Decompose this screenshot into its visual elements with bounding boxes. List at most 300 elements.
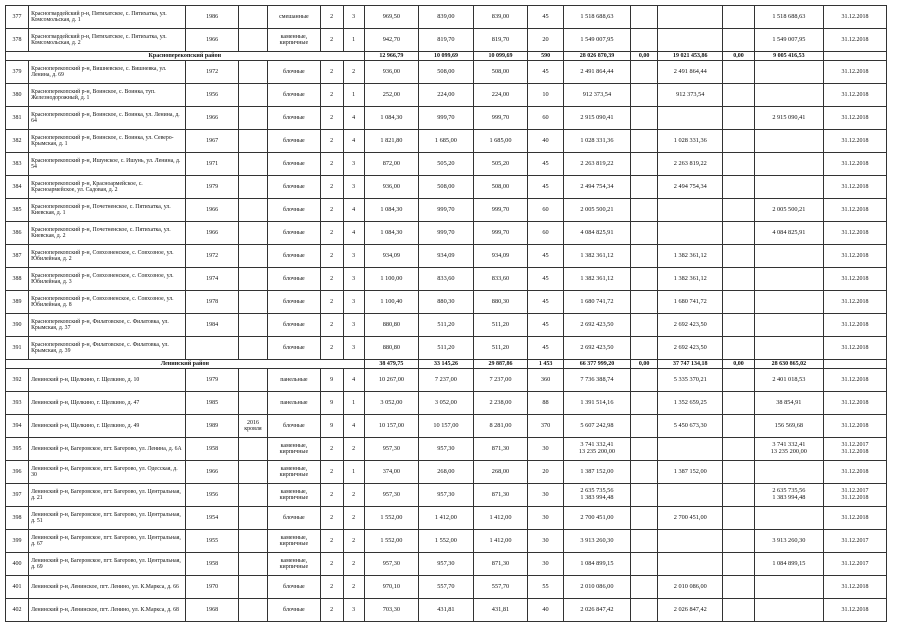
deadline: 31.12.2018 xyxy=(823,392,886,415)
area-residential: 833,60 xyxy=(473,268,528,291)
cost-fund xyxy=(631,291,658,314)
table-row xyxy=(6,599,887,622)
repair-cost-total: 1 382 361,12 xyxy=(563,245,630,268)
cost-budget xyxy=(658,6,723,29)
build-year: 1989 xyxy=(186,415,238,438)
area-residential: 7 237,00 xyxy=(473,369,528,392)
area-living: 880,30 xyxy=(419,291,474,314)
residents-count: 45 xyxy=(528,291,564,314)
house-address: Ленинский р-н, Багеровское, пгт. Багерово, ул. Центральная, д. 69 xyxy=(29,553,186,576)
entrances-count: 1 xyxy=(343,29,364,52)
house-address: Красноперекопский р-н, Вишневское, с. Вишневка, ул. Ленина, д. 69 xyxy=(29,61,186,84)
cost-other-line1: 2 635 735,56 xyxy=(772,487,806,495)
subtotal-area-residential: 29 887,86 xyxy=(473,360,528,369)
entrances-count: 4 xyxy=(343,369,364,392)
cost-fund xyxy=(631,599,658,622)
cost-other: 2 915 090,41 xyxy=(754,107,823,130)
floors-count: 2 xyxy=(320,314,343,337)
cost-fund xyxy=(631,84,658,107)
area-residential: 1 412,00 xyxy=(473,507,528,530)
wall-material: блочные xyxy=(268,337,320,360)
subtotal-residents: 590 xyxy=(528,52,564,61)
subtotal-area-living: 10 099,69 xyxy=(419,52,474,61)
entrances-count: 2 xyxy=(343,530,364,553)
repair-cost-total: 1 382 361,12 xyxy=(563,268,630,291)
cost-budget: 2 692 423,50 xyxy=(658,314,723,337)
cost-other: 2 005 500,21 xyxy=(754,199,823,222)
last-repair-year xyxy=(238,268,267,291)
deadline: 31.12.2017 xyxy=(823,530,886,553)
table-row xyxy=(6,29,887,52)
entrances-count: 3 xyxy=(343,291,364,314)
deadline-line1: 31.12.2017 xyxy=(841,488,869,495)
cost-budget-extra xyxy=(723,268,754,291)
build-year: 1978 xyxy=(186,291,238,314)
wall-material: блочные xyxy=(268,61,320,84)
build-year: 1966 xyxy=(186,461,238,484)
area-living: 819,70 xyxy=(419,29,474,52)
area-living: 268,00 xyxy=(419,461,474,484)
last-repair-year xyxy=(238,291,267,314)
row-number: 381 xyxy=(6,107,29,130)
wall-material: блочные xyxy=(268,199,320,222)
entrances-count: 4 xyxy=(343,107,364,130)
entrances-count: 2 xyxy=(343,576,364,599)
deadline: 31.12.2018 xyxy=(823,176,886,199)
cost-other xyxy=(754,337,823,360)
residents-count: 370 xyxy=(528,415,564,438)
row-number: 383 xyxy=(6,153,29,176)
deadline: 31.12.2018 xyxy=(823,268,886,291)
cost-budget xyxy=(658,438,723,461)
build-year: 1966 xyxy=(186,222,238,245)
area-total: 969,50 xyxy=(364,6,419,29)
last-repair-year xyxy=(238,130,267,153)
floors-count: 2 xyxy=(320,153,343,176)
area-residential: 871,30 xyxy=(473,484,528,507)
table-row xyxy=(6,291,887,314)
last-repair-year xyxy=(238,599,267,622)
build-year: 1967 xyxy=(186,130,238,153)
build-year: 1984 xyxy=(186,314,238,337)
area-total: 1 100,40 xyxy=(364,291,419,314)
repair-program-table xyxy=(5,5,887,622)
wall-material: блочные xyxy=(268,314,320,337)
deadline xyxy=(823,484,886,507)
repair-cost-total: 912 373,54 xyxy=(563,84,630,107)
row-number: 398 xyxy=(6,507,29,530)
area-total: 872,00 xyxy=(364,153,419,176)
area-living: 508,00 xyxy=(419,176,474,199)
cost-other xyxy=(754,153,823,176)
table-row xyxy=(6,84,887,107)
cost-other: 156 569,68 xyxy=(754,415,823,438)
house-address: Красноперекопский р-н, Воинское, с. Воинка, ул. Северо-Крымская, д. 1 xyxy=(29,130,186,153)
row-number: 395 xyxy=(6,438,29,461)
residents-count: 45 xyxy=(528,314,564,337)
table-row xyxy=(6,176,887,199)
deadline: 31.12.2018 xyxy=(823,337,886,360)
area-residential: 839,00 xyxy=(473,6,528,29)
entrances-count: 3 xyxy=(343,337,364,360)
row-number: 392 xyxy=(6,369,29,392)
wall-material: каменные, кирпичные xyxy=(268,553,320,576)
cost-budget-extra xyxy=(723,61,754,84)
area-residential: 508,00 xyxy=(473,176,528,199)
cost-fund xyxy=(631,314,658,337)
cost-budget: 1 680 741,72 xyxy=(658,291,723,314)
house-address: Ленинский р-н, Щелкино, г. Щелкино, д. 47 xyxy=(29,392,186,415)
area-residential: 224,00 xyxy=(473,84,528,107)
cost-budget-extra xyxy=(723,461,754,484)
cost-other xyxy=(754,84,823,107)
deadline: 31.12.2018 xyxy=(823,415,886,438)
last-repair-year: 2016 кровля xyxy=(238,415,267,438)
build-year: 1972 xyxy=(186,245,238,268)
area-total: 1 821,80 xyxy=(364,130,419,153)
deadline: 31.12.2018 xyxy=(823,199,886,222)
floors-count: 2 xyxy=(320,107,343,130)
row-number: 377 xyxy=(6,6,29,29)
house-address: Красногвардейский р-н, Пятихатское, с. Пятихатка, ул. Комсомольская, д. 2 xyxy=(29,29,186,52)
entrances-count: 1 xyxy=(343,461,364,484)
area-total: 936,00 xyxy=(364,176,419,199)
cost-other xyxy=(754,268,823,291)
residents-count: 45 xyxy=(528,61,564,84)
house-address: Ленинский р-н, Щелкино, г. Щелкино, д. 49 xyxy=(29,415,186,438)
cost-other: 1 084 899,15 xyxy=(754,553,823,576)
last-repair-year xyxy=(238,107,267,130)
wall-material: блочные xyxy=(268,268,320,291)
house-address: Красноперекопский р-н, Филатовское, с. Филатовка, ул. Крымская, д. 37 xyxy=(29,314,186,337)
area-residential: 8 281,00 xyxy=(473,415,528,438)
cost-budget xyxy=(658,553,723,576)
residents-count: 60 xyxy=(528,199,564,222)
table-row xyxy=(6,415,887,438)
row-number: 386 xyxy=(6,222,29,245)
wall-material: блочные xyxy=(268,153,320,176)
area-living: 505,20 xyxy=(419,153,474,176)
entrances-count: 1 xyxy=(343,392,364,415)
area-living: 508,00 xyxy=(419,61,474,84)
area-residential: 557,70 xyxy=(473,576,528,599)
cost-fund xyxy=(631,6,658,29)
table-row xyxy=(6,337,887,360)
area-living: 1 552,00 xyxy=(419,530,474,553)
cost-other xyxy=(754,61,823,84)
residents-count: 45 xyxy=(528,268,564,291)
wall-material: блочные xyxy=(268,84,320,107)
area-total: 934,09 xyxy=(364,245,419,268)
entrances-count: 3 xyxy=(343,268,364,291)
deadline: 31.12.2018 xyxy=(823,6,886,29)
area-residential: 511,20 xyxy=(473,314,528,337)
cost-budget-extra xyxy=(723,530,754,553)
entrances-count: 3 xyxy=(343,6,364,29)
wall-material: каменные, кирпичные xyxy=(268,461,320,484)
last-repair-year xyxy=(238,553,267,576)
area-residential: 871,30 xyxy=(473,553,528,576)
last-repair-year xyxy=(238,84,267,107)
cost-budget-extra xyxy=(723,6,754,29)
cost-budget: 2 692 423,50 xyxy=(658,337,723,360)
build-year: 1985 xyxy=(186,392,238,415)
house-address: Ленинский р-н, Багеровское, пгт. Багерово, ул. Центральная, д. 21 xyxy=(29,484,186,507)
cost-other xyxy=(754,130,823,153)
area-total: 880,80 xyxy=(364,337,419,360)
area-living: 833,60 xyxy=(419,268,474,291)
repair-cost-total: 1 518 688,63 xyxy=(563,6,630,29)
subtotal-other: 28 630 865,02 xyxy=(754,360,823,369)
build-year: 1956 xyxy=(186,484,238,507)
cost-other xyxy=(754,599,823,622)
cost-fund xyxy=(631,484,658,507)
table-row xyxy=(6,6,887,29)
house-address: Ленинский р-н, Багеровское, пгт. Багерово, ул. Центральная, д. 51 xyxy=(29,507,186,530)
area-residential: 268,00 xyxy=(473,461,528,484)
deadline: 31.12.2018 xyxy=(823,291,886,314)
cost-budget-extra xyxy=(723,84,754,107)
house-address: Ленинский р-н, Багеровское, пгт. Багерово, ул. Центральная, д. 67 xyxy=(29,530,186,553)
entrances-count: 2 xyxy=(343,553,364,576)
build-year: 1966 xyxy=(186,29,238,52)
repair-cost-total-line2: 1 383 994,48 xyxy=(580,494,614,501)
cost-budget-extra xyxy=(723,553,754,576)
last-repair-year xyxy=(238,337,267,360)
table-row xyxy=(6,553,887,576)
build-year: 1966 xyxy=(186,199,238,222)
district-name: Красноперекопский район xyxy=(6,52,365,61)
deadline: 31.12.2018 xyxy=(823,222,886,245)
last-repair-year xyxy=(238,392,267,415)
cost-fund xyxy=(631,130,658,153)
wall-material: панельные xyxy=(268,369,320,392)
deadline: 31.12.2018 xyxy=(823,369,886,392)
build-year: 1958 xyxy=(186,438,238,461)
subtotal-budget-extra: 0,00 xyxy=(723,52,754,61)
subtotal-area-living: 33 145,26 xyxy=(419,360,474,369)
cost-budget-extra xyxy=(723,245,754,268)
wall-material: блочные xyxy=(268,576,320,599)
deadline: 31.12.2018 xyxy=(823,245,886,268)
area-total: 957,30 xyxy=(364,553,419,576)
row-number: 388 xyxy=(6,268,29,291)
row-number: 402 xyxy=(6,599,29,622)
area-living: 1 412,00 xyxy=(419,507,474,530)
deadline: 31.12.2017 xyxy=(823,553,886,576)
cost-budget: 5 450 673,30 xyxy=(658,415,723,438)
subtotal-fund: 0,00 xyxy=(631,360,658,369)
last-repair-year xyxy=(238,6,267,29)
last-repair-year xyxy=(238,222,267,245)
floors-count: 2 xyxy=(320,291,343,314)
last-repair-year xyxy=(238,507,267,530)
area-living: 7 237,00 xyxy=(419,369,474,392)
repair-cost-total xyxy=(563,484,630,507)
table-row xyxy=(6,61,887,84)
build-year: 1955 xyxy=(186,530,238,553)
house-address: Красноперекопский р-н, Совхозненское, с. Совхозное, ул. Юбилейная, д. 3 xyxy=(29,268,186,291)
area-residential: 999,70 xyxy=(473,222,528,245)
row-number: 378 xyxy=(6,29,29,52)
entrances-count: 4 xyxy=(343,130,364,153)
repair-cost-total-line2: 13 235 200,00 xyxy=(578,448,616,455)
repair-cost-total: 2 005 500,21 xyxy=(563,199,630,222)
residents-count: 45 xyxy=(528,176,564,199)
row-number: 394 xyxy=(6,415,29,438)
cost-other xyxy=(754,484,823,507)
district-subtotal-row xyxy=(6,360,887,369)
floors-count: 2 xyxy=(320,199,343,222)
repair-cost-total: 2 692 423,50 xyxy=(563,337,630,360)
build-year: 1954 xyxy=(186,507,238,530)
deadline xyxy=(823,438,886,461)
floors-count: 2 xyxy=(320,61,343,84)
area-total: 10 267,00 xyxy=(364,369,419,392)
deadline-line1: 31.12.2017 xyxy=(841,442,869,449)
house-address: Красноперекопский р-н, Красноармейское, с. Красноармейское, ул. Садовая, д. 2 xyxy=(29,176,186,199)
area-total: 957,30 xyxy=(364,438,419,461)
cost-budget-extra xyxy=(723,415,754,438)
area-residential: 508,00 xyxy=(473,61,528,84)
cost-budget-extra xyxy=(723,199,754,222)
repair-cost-total: 7 736 388,74 xyxy=(563,369,630,392)
residents-count: 360 xyxy=(528,369,564,392)
cost-budget: 1 382 361,12 xyxy=(658,245,723,268)
cost-budget: 1 028 331,36 xyxy=(658,130,723,153)
house-address: Красноперекопский р-н, Почетненское, с. Пятихатка, ул. Киевская, д. 1 xyxy=(29,199,186,222)
row-number: 396 xyxy=(6,461,29,484)
floors-count: 9 xyxy=(320,369,343,392)
area-total: 1 084,30 xyxy=(364,107,419,130)
area-residential: 511,20 xyxy=(473,337,528,360)
area-total: 1 084,30 xyxy=(364,222,419,245)
cost-other xyxy=(754,245,823,268)
row-number: 380 xyxy=(6,84,29,107)
wall-material: блочные xyxy=(268,222,320,245)
residents-count: 30 xyxy=(528,553,564,576)
floors-count: 2 xyxy=(320,6,343,29)
subtotal-cost-total: 66 377 999,20 xyxy=(563,360,630,369)
cost-other xyxy=(754,291,823,314)
cost-budget xyxy=(658,107,723,130)
cost-budget: 2 494 754,34 xyxy=(658,176,723,199)
area-residential: 431,81 xyxy=(473,599,528,622)
repair-cost-total: 2 491 864,44 xyxy=(563,61,630,84)
subtotal-deadline xyxy=(823,52,886,61)
house-address: Красноперекопский р-н, Воинское, с. Воинка, ул. Ленина, д. 64 xyxy=(29,107,186,130)
entrances-count: 3 xyxy=(343,245,364,268)
entrances-count: 2 xyxy=(343,438,364,461)
repair-cost-total: 5 607 242,98 xyxy=(563,415,630,438)
house-address: Ленинский р-н, Щелкино, г. Щелкино, д. 10 xyxy=(29,369,186,392)
area-residential: 880,30 xyxy=(473,291,528,314)
repair-cost-total: 2 915 090,41 xyxy=(563,107,630,130)
residents-count: 30 xyxy=(528,438,564,461)
subtotal-budget-extra: 0,00 xyxy=(723,360,754,369)
house-address: Красноперекопский р-н, Филатовское, с. Филатовка, ул. Крымская, д. 39 xyxy=(29,337,186,360)
deadline: 31.12.2018 xyxy=(823,507,886,530)
subtotal-budget: 19 021 453,86 xyxy=(658,52,723,61)
cost-fund xyxy=(631,576,658,599)
subtotal-area-total: 12 966,79 xyxy=(364,52,419,61)
repair-cost-total: 2 494 754,34 xyxy=(563,176,630,199)
entrances-count: 4 xyxy=(343,222,364,245)
cost-budget: 2 026 847,42 xyxy=(658,599,723,622)
area-total: 970,10 xyxy=(364,576,419,599)
table-row xyxy=(6,484,887,507)
area-total: 957,30 xyxy=(364,484,419,507)
row-number: 382 xyxy=(6,130,29,153)
cost-fund xyxy=(631,176,658,199)
district-name: Ленинский район xyxy=(6,360,365,369)
last-repair-year xyxy=(238,461,267,484)
house-address: Ленинский р-н, Ленинское, пгт. Ленино, ул. К.Маркса, д. 68 xyxy=(29,599,186,622)
area-living: 3 052,00 xyxy=(419,392,474,415)
cost-other xyxy=(754,507,823,530)
cost-other: 3 913 260,30 xyxy=(754,530,823,553)
cost-budget: 1 352 659,25 xyxy=(658,392,723,415)
area-total: 252,00 xyxy=(364,84,419,107)
cost-fund xyxy=(631,222,658,245)
wall-material: блочные xyxy=(268,245,320,268)
repair-cost-total: 2 700 451,00 xyxy=(563,507,630,530)
build-year: 1958 xyxy=(186,553,238,576)
area-residential: 934,09 xyxy=(473,245,528,268)
deadline: 31.12.2018 xyxy=(823,107,886,130)
cost-fund xyxy=(631,199,658,222)
area-living: 511,20 xyxy=(419,337,474,360)
area-total: 703,30 xyxy=(364,599,419,622)
area-living: 10 157,00 xyxy=(419,415,474,438)
cost-budget-extra xyxy=(723,314,754,337)
cost-fund xyxy=(631,29,658,52)
table-row xyxy=(6,314,887,337)
area-living: 839,00 xyxy=(419,6,474,29)
area-living: 999,70 xyxy=(419,222,474,245)
repair-cost-total: 2 692 423,50 xyxy=(563,314,630,337)
entrances-count: 3 xyxy=(343,153,364,176)
build-year: 1970 xyxy=(186,576,238,599)
cost-fund xyxy=(631,369,658,392)
repair-cost-total: 1 387 152,00 xyxy=(563,461,630,484)
cost-budget-extra xyxy=(723,599,754,622)
residents-count: 60 xyxy=(528,222,564,245)
cost-budget xyxy=(658,199,723,222)
area-residential: 871,30 xyxy=(473,438,528,461)
area-living: 1 685,00 xyxy=(419,130,474,153)
deadline-line2: 31.12.2018 xyxy=(841,495,869,501)
cost-budget-extra xyxy=(723,484,754,507)
entrances-count: 4 xyxy=(343,199,364,222)
cost-budget: 1 387 152,00 xyxy=(658,461,723,484)
floors-count: 2 xyxy=(320,484,343,507)
last-repair-year xyxy=(238,576,267,599)
deadline: 31.12.2018 xyxy=(823,84,886,107)
cost-budget xyxy=(658,29,723,52)
subtotal-deadline xyxy=(823,360,886,369)
table-row xyxy=(6,438,887,461)
cost-other xyxy=(754,438,823,461)
table-row xyxy=(6,507,887,530)
area-residential: 1 412,00 xyxy=(473,530,528,553)
last-repair-year xyxy=(238,530,267,553)
table-row xyxy=(6,369,887,392)
floors-count: 2 xyxy=(320,576,343,599)
wall-material: смешанные xyxy=(268,6,320,29)
cost-other: 1 549 007,95 xyxy=(754,29,823,52)
wall-material: блочные xyxy=(268,599,320,622)
